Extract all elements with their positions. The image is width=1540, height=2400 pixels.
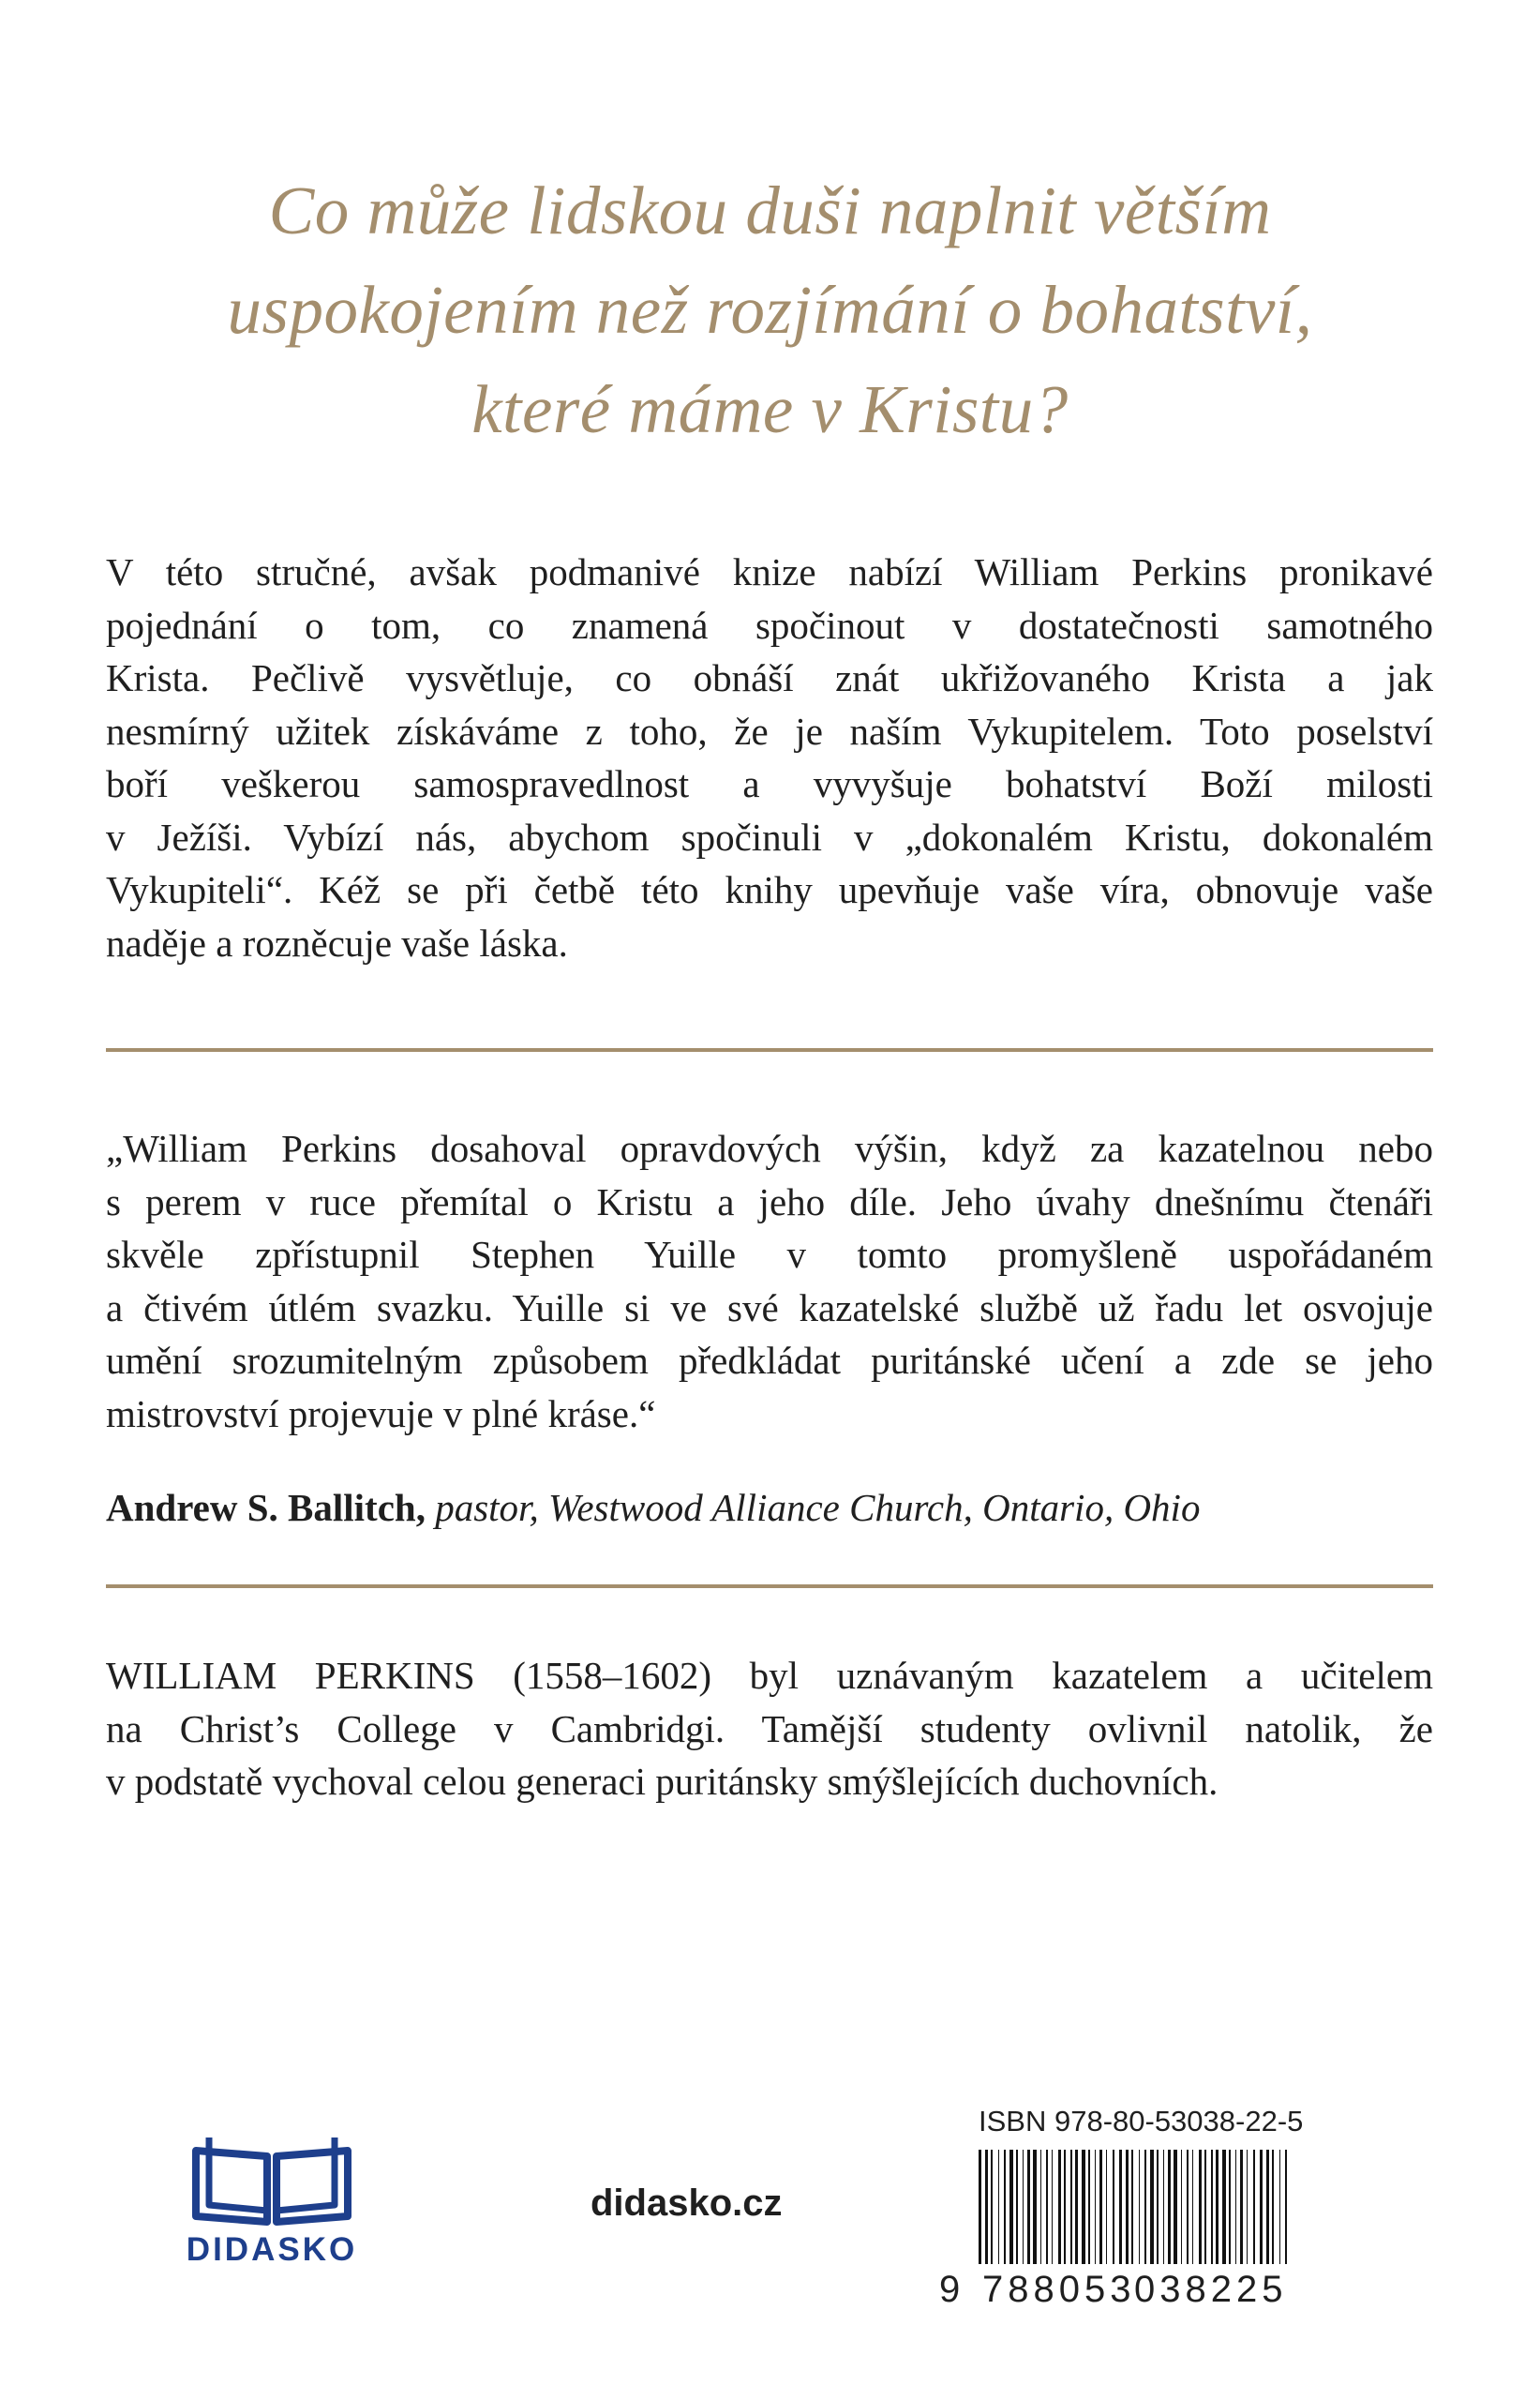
barcode-bar	[1131, 2150, 1133, 2264]
headline	[108, 161, 1432, 459]
barcode-bar	[1016, 2150, 1018, 2264]
barcode-bar	[1064, 2150, 1066, 2264]
barcode-digit-group-left: 788053	[982, 2269, 1136, 2310]
endorser-role: pastor, Westwood Alliance Church, Ontario, Ohio	[425, 1486, 1201, 1529]
barcode-bar	[1088, 2150, 1090, 2264]
description-line: V této stručné, avšak podmanivé knize nabízí William Perkins pronikavé	[106, 550, 1433, 593]
description-line: pojednání o tom, co znamená spočinout v dostatečnosti samotného	[106, 603, 1433, 647]
description-line: naděje a rozněcuje vaše láska.	[106, 921, 568, 965]
barcode-bar	[998, 2150, 999, 2264]
description-line: v Ježíši. Vybízí nás, abychom spočinuli v „dokonalém Kristu, dokonalém	[106, 815, 1433, 859]
barcode-bar	[1009, 2150, 1013, 2264]
description-line: nesmírný užitek získáváme z toho, že je naším Vykupitelem. Toto poselství	[106, 709, 1433, 753]
barcode-bar	[1119, 2150, 1122, 2264]
description-line: boří veškerou samospravedlnost a vyvyšuje bohatství Boží milosti	[106, 762, 1433, 805]
barcode-bar	[1113, 2150, 1114, 2264]
headline-line: uspokojením než rozjímání o bohatství,	[227, 272, 1313, 348]
barcode-bar	[1150, 2150, 1154, 2264]
divider	[106, 1048, 1433, 1052]
description-line: Vykupiteli“. Kéž se při četbě této knihy upevňuje vaše víra, obnovuje vaše	[106, 868, 1433, 911]
divider	[106, 1584, 1433, 1588]
barcode-bar	[1199, 2150, 1202, 2264]
barcode-bar	[985, 2150, 988, 2264]
bio-line: na Christ’s College v Cambridgi. Tamější studenty ovlivnil natolik, že	[106, 1706, 1433, 1750]
barcode-digit-group-right: 038225	[1134, 2269, 1288, 2310]
barcode-bar	[1139, 2150, 1140, 2264]
barcode-bar	[1040, 2150, 1041, 2264]
barcode-bar	[1070, 2150, 1072, 2264]
barcode-bar	[1192, 2150, 1193, 2264]
barcode-bar	[979, 2150, 981, 2264]
barcode-bar	[1052, 2150, 1053, 2264]
barcode-bar	[1058, 2150, 1061, 2264]
barcode-bar	[1046, 2150, 1048, 2264]
endorsement-quote	[106, 1122, 1433, 1440]
barcode-bar	[1247, 2150, 1248, 2264]
author-bio	[106, 1649, 1433, 1808]
endorser-name: Andrew S. Ballitch,	[106, 1486, 426, 1529]
quote-line: a čtivém útlém svazku. Yuille si ve své kazatelské službě už řadu let osvojuje	[106, 1285, 1433, 1329]
book-description	[106, 546, 1433, 969]
barcode-bar	[1279, 2150, 1280, 2264]
quote-line: skvěle zpřístupnil Stephen Yuille v tomto promyšleně uspořádaném	[106, 1233, 1433, 1276]
barcode-bar	[1033, 2150, 1037, 2264]
isbn-barcode-area	[937, 2105, 1304, 2330]
barcode-bar	[1144, 2150, 1146, 2264]
barcode-bar	[1235, 2150, 1236, 2264]
headline-line: Co může lidskou duši naplnit větším	[268, 172, 1272, 248]
quote-line: „William Perkins dosahoval opravdových výšin, když za kazatelnou nebo	[106, 1127, 1433, 1170]
barcode-bar	[1229, 2150, 1231, 2264]
bio-line: v podstatě vychoval celou generaci puritánsky smýšlejících duchovních.	[106, 1760, 1219, 1803]
barcode-bar	[1157, 2150, 1159, 2264]
barcode-bar	[1211, 2150, 1213, 2264]
barcode-bar	[1082, 2150, 1085, 2264]
publisher-website: didasko.cz	[591, 2182, 783, 2224]
barcode-bar	[1181, 2150, 1182, 2264]
barcode-bar	[991, 2150, 993, 2264]
barcode-bar	[1266, 2150, 1269, 2264]
barcode-bar	[1222, 2150, 1226, 2264]
description-line: Krista. Pečlivě vysvětluje, co obnáší znát ukřižovaného Krista a jak	[106, 656, 1433, 699]
quote-line: mistrovství projevuje v plné kráse.“	[106, 1391, 656, 1435]
barcode-bar	[1174, 2150, 1177, 2264]
publisher-logo	[183, 2130, 361, 2280]
headline-line: které máme v Kristu?	[471, 371, 1069, 447]
barcode-bar	[1027, 2150, 1030, 2264]
barcode-bar	[1004, 2150, 1006, 2264]
barcode-bar	[1272, 2150, 1274, 2264]
barcode-bar	[1187, 2150, 1189, 2264]
isbn-label: ISBN 978-80-53038-22-5	[979, 2105, 1304, 2138]
barcode-bar	[1204, 2150, 1206, 2264]
barcode	[977, 2150, 1290, 2264]
barcode-bar	[1106, 2150, 1107, 2264]
bio-line: WILLIAM PERKINS (1558–1602) byl uznávaným kazatelem a učitelem	[106, 1654, 1433, 1697]
endorsement-attribution	[106, 1481, 1200, 1534]
barcode-bar	[1023, 2150, 1024, 2264]
barcode-bar	[1240, 2150, 1243, 2264]
quote-line: umění srozumitelným způsobem předkládat puritánské učení a zde se jeho	[106, 1339, 1433, 1382]
barcode-bar	[1126, 2150, 1129, 2264]
barcode-digit-first: 9	[939, 2269, 961, 2310]
barcode-bar	[1253, 2150, 1255, 2264]
barcode-bar	[1163, 2150, 1164, 2264]
barcode-bar	[1095, 2150, 1096, 2264]
barcode-bar	[1168, 2150, 1171, 2264]
barcode-bar	[1075, 2150, 1078, 2264]
barcode-bar	[1216, 2150, 1219, 2264]
barcode-bar	[1285, 2150, 1287, 2264]
barcode-bar	[1260, 2150, 1263, 2264]
barcode-bar	[1099, 2150, 1102, 2264]
publisher-logo-text: DIDASKO	[186, 2231, 358, 2268]
open-book-icon	[183, 2130, 361, 2233]
quote-line: s perem v ruce přemítal o Kristu a jeho díle. Jeho úvahy dnešnímu čtenáři	[106, 1179, 1433, 1223]
